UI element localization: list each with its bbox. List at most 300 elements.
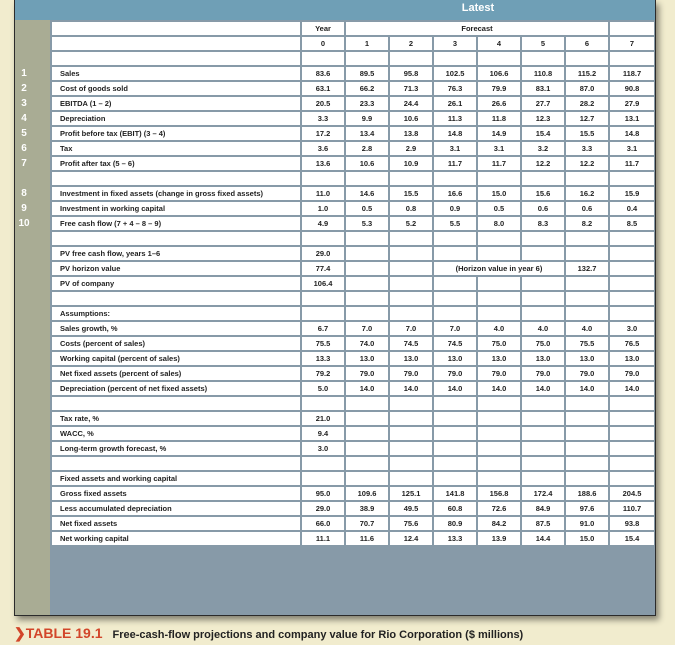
cell-value: 0.9	[433, 201, 477, 216]
cell-value	[389, 411, 433, 426]
year-2: 2	[389, 36, 433, 51]
cell-value: 14.6	[345, 186, 389, 201]
cell-value: 20.5	[301, 96, 345, 111]
row-label: Profit after tax (5 – 6)	[51, 156, 301, 171]
cell-value: 13.0	[521, 351, 565, 366]
cell-value	[389, 471, 433, 486]
cell-value: 13.0	[609, 351, 655, 366]
row-label: Less accumulated depreciation	[51, 501, 301, 516]
cell-value	[609, 171, 655, 186]
spacer-row	[51, 456, 655, 471]
cell-value	[345, 231, 389, 246]
cash-flow-table	[50, 20, 656, 547]
cell-value	[477, 426, 521, 441]
row-label: Fixed assets and working capital	[51, 471, 301, 486]
cell-value: 90.8	[609, 81, 655, 96]
cell-value: 115.2	[565, 66, 609, 81]
cell-value: 0.6	[521, 201, 565, 216]
cell-value: 10.6	[345, 156, 389, 171]
cell-value	[301, 471, 345, 486]
cell-value: 2.9	[389, 141, 433, 156]
cell-value: 75.5	[301, 336, 345, 351]
cell-value: 12.7	[565, 111, 609, 126]
cell-value: 13.3	[433, 531, 477, 546]
cell-value: 21.0	[301, 411, 345, 426]
cell-value: 84.9	[521, 501, 565, 516]
cell-value: 26.6	[477, 96, 521, 111]
cell-value: 79.0	[389, 366, 433, 381]
cell-value: 1.0	[301, 201, 345, 216]
cell-value	[477, 291, 521, 306]
row-label: PV horizon value	[51, 261, 301, 276]
cell-value: 11.8	[477, 111, 521, 126]
row-number: 9	[21, 203, 27, 214]
cell-value	[521, 246, 565, 261]
row-label	[51, 291, 301, 306]
cell-value: 74.0	[345, 336, 389, 351]
cell-value	[609, 291, 655, 306]
cell-value: 89.5	[345, 66, 389, 81]
cell-value: 14.0	[389, 381, 433, 396]
cell-value: 125.1	[389, 486, 433, 501]
cell-value	[389, 276, 433, 291]
cell-value: 3.3	[301, 111, 345, 126]
cell-value: 15.5	[389, 186, 433, 201]
cell-value: 118.7	[609, 66, 655, 81]
header-row-years	[51, 36, 655, 51]
table-row	[51, 381, 655, 396]
cell-value: 15.0	[477, 186, 521, 201]
table-row	[51, 411, 655, 426]
cell-value: 11.0	[301, 186, 345, 201]
cell-value: 75.5	[565, 336, 609, 351]
cell-value	[521, 171, 565, 186]
cell-value: 16.2	[565, 186, 609, 201]
cell-value: 13.1	[609, 111, 655, 126]
cell-value	[521, 231, 565, 246]
spacer-row	[51, 231, 655, 246]
row-number: 3	[21, 98, 27, 109]
year-6: 6	[565, 36, 609, 51]
row-label: Free cash flow (7 + 4 – 8 – 9)	[51, 216, 301, 231]
cell-value	[301, 396, 345, 411]
cell-value: 7.0	[345, 321, 389, 336]
cell-value: 12.3	[521, 111, 565, 126]
cell-value	[301, 456, 345, 471]
cell-value: 5.3	[345, 216, 389, 231]
cell-value: 38.9	[345, 501, 389, 516]
cell-value	[477, 441, 521, 456]
cell-value: 6.7	[301, 321, 345, 336]
cell-value: 5.0	[301, 381, 345, 396]
header-blank-end	[609, 21, 655, 36]
blank-cell	[345, 51, 389, 66]
cell-value: 12.2	[565, 156, 609, 171]
row-label: Profit before tax (EBIT) (3 – 4)	[51, 126, 301, 141]
header-row-labels	[51, 21, 655, 36]
cell-value: 14.4	[521, 531, 565, 546]
table-row	[51, 321, 655, 336]
cell-value	[565, 276, 609, 291]
cell-value: 13.4	[345, 126, 389, 141]
cell-value	[521, 411, 565, 426]
cell-value	[565, 171, 609, 186]
cell-value	[477, 411, 521, 426]
cell-value: 12.2	[521, 156, 565, 171]
row-label: Depreciation (percent of net fixed assets)	[51, 381, 301, 396]
cell-value	[609, 396, 655, 411]
cell-value: 156.8	[477, 486, 521, 501]
cell-value: 3.0	[609, 321, 655, 336]
cell-value	[565, 426, 609, 441]
cell-value: 8.5	[609, 216, 655, 231]
row-label: Net working capital	[51, 531, 301, 546]
cell-value	[609, 261, 655, 276]
cell-value	[433, 231, 477, 246]
table-row	[51, 306, 655, 321]
table-row	[51, 156, 655, 171]
cell-value: 13.6	[301, 156, 345, 171]
row-label: Sales	[51, 66, 301, 81]
cell-value	[345, 426, 389, 441]
table-row	[51, 246, 655, 261]
cell-value: 4.0	[477, 321, 521, 336]
spacer-row	[51, 171, 655, 186]
cell-value	[521, 471, 565, 486]
cell-value	[345, 171, 389, 186]
cell-value: 3.0	[301, 441, 345, 456]
cell-value: 14.0	[521, 381, 565, 396]
cell-value: 71.3	[389, 81, 433, 96]
blank-cell	[521, 51, 565, 66]
blank-cell	[433, 51, 477, 66]
cell-value: 79.2	[301, 366, 345, 381]
cell-value: 7.0	[433, 321, 477, 336]
cell-value: 15.6	[521, 186, 565, 201]
cell-value: 79.0	[477, 366, 521, 381]
cell-value: 93.8	[609, 516, 655, 531]
cell-value: 7.0	[389, 321, 433, 336]
cell-value	[301, 291, 345, 306]
cell-value	[389, 231, 433, 246]
cell-value: 5.2	[389, 216, 433, 231]
table-row	[51, 126, 655, 141]
cell-value: 79.0	[565, 366, 609, 381]
cell-value: 29.0	[301, 501, 345, 516]
cell-value: 27.9	[609, 96, 655, 111]
horizon-value: 132.7	[565, 261, 609, 276]
cell-value: 95.0	[301, 486, 345, 501]
cell-value: 8.2	[565, 216, 609, 231]
year-1: 1	[345, 36, 389, 51]
latest-label: Latest	[461, 2, 495, 14]
cell-value: 60.8	[433, 501, 477, 516]
row-number: 2	[21, 83, 27, 94]
table-row	[51, 531, 655, 546]
cell-value	[565, 396, 609, 411]
cell-value: 87.5	[521, 516, 565, 531]
row-label: Tax	[51, 141, 301, 156]
table-row	[51, 366, 655, 381]
cell-value: 63.1	[301, 81, 345, 96]
cell-value: 110.7	[609, 501, 655, 516]
cell-value: 14.0	[477, 381, 521, 396]
cell-value: 0.5	[345, 201, 389, 216]
cell-value: 4.0	[521, 321, 565, 336]
row-number: 7	[21, 158, 27, 169]
row-label: Costs (percent of sales)	[51, 336, 301, 351]
cell-value: 17.2	[301, 126, 345, 141]
cell-value: 5.5	[433, 216, 477, 231]
row-label: EBITDA (1 – 2)	[51, 96, 301, 111]
caption-tag: TABLE 19.1	[25, 625, 103, 641]
cell-value: 3.2	[521, 141, 565, 156]
header-bar	[15, 0, 655, 20]
cell-value	[521, 306, 565, 321]
cell-value: 74.5	[433, 336, 477, 351]
table-row	[51, 516, 655, 531]
cell-value	[565, 246, 609, 261]
forecast-header: Forecast	[345, 21, 609, 36]
row-label: Working capital (percent of sales)	[51, 351, 301, 366]
cell-value	[477, 171, 521, 186]
cell-value: 11.1	[301, 531, 345, 546]
cell-value: 9.4	[301, 426, 345, 441]
cell-value: 13.3	[301, 351, 345, 366]
row-label: Assumptions:	[51, 306, 301, 321]
row-label: Cost of goods sold	[51, 81, 301, 96]
cell-value	[565, 291, 609, 306]
cell-value: 15.9	[609, 186, 655, 201]
cell-value: 95.8	[389, 66, 433, 81]
cell-value: 84.2	[477, 516, 521, 531]
table-caption	[14, 625, 674, 642]
cell-value	[609, 426, 655, 441]
row-label: Depreciation	[51, 111, 301, 126]
blank-cell	[301, 51, 345, 66]
cell-value: 11.7	[433, 156, 477, 171]
table-row	[51, 81, 655, 96]
cell-value: 74.5	[389, 336, 433, 351]
cell-value: 24.4	[389, 96, 433, 111]
row-label: PV free cash flow, years 1–6	[51, 246, 301, 261]
cell-value: 72.6	[477, 501, 521, 516]
cell-value: 2.8	[345, 141, 389, 156]
cell-value	[477, 306, 521, 321]
cell-value: 9.9	[345, 111, 389, 126]
cell-value: 66.2	[345, 81, 389, 96]
cell-value: 83.1	[521, 81, 565, 96]
cell-value: 172.4	[521, 486, 565, 501]
cell-value	[565, 471, 609, 486]
cell-value: 79.0	[521, 366, 565, 381]
cell-value	[477, 276, 521, 291]
cell-value	[477, 246, 521, 261]
cell-value: 83.6	[301, 66, 345, 81]
cell-value: 75.6	[389, 516, 433, 531]
cell-value: 106.6	[477, 66, 521, 81]
cell-value	[301, 171, 345, 186]
cell-value: 11.6	[345, 531, 389, 546]
cell-value: 4.9	[301, 216, 345, 231]
cell-value: 3.6	[301, 141, 345, 156]
cell-value: 15.4	[609, 531, 655, 546]
year-7: 7	[609, 36, 655, 51]
cell-value: 75.0	[521, 336, 565, 351]
cell-value: 29.0	[301, 246, 345, 261]
cell-value: 13.9	[477, 531, 521, 546]
cell-value: 102.5	[433, 66, 477, 81]
cell-value: 87.0	[565, 81, 609, 96]
cell-value: 141.8	[433, 486, 477, 501]
cell-value	[521, 426, 565, 441]
cell-value	[609, 471, 655, 486]
caption-chevron-icon: ❯	[14, 625, 26, 641]
cell-value: 76.3	[433, 81, 477, 96]
table-row	[51, 261, 655, 276]
cell-value	[345, 396, 389, 411]
row-label: Gross fixed assets	[51, 486, 301, 501]
table-row	[51, 486, 655, 501]
cell-value: 11.3	[433, 111, 477, 126]
cell-value: 0.8	[389, 201, 433, 216]
cell-value: 75.0	[477, 336, 521, 351]
cell-value	[345, 441, 389, 456]
cell-value: 27.7	[521, 96, 565, 111]
cell-value	[345, 306, 389, 321]
cell-value	[433, 411, 477, 426]
table-row	[51, 351, 655, 366]
cell-value	[609, 441, 655, 456]
cell-value: 0.4	[609, 201, 655, 216]
cell-value: 13.0	[565, 351, 609, 366]
cell-value: 110.8	[521, 66, 565, 81]
cell-value	[609, 456, 655, 471]
cell-value	[433, 306, 477, 321]
cell-value: 3.3	[565, 141, 609, 156]
cell-value: 91.0	[565, 516, 609, 531]
cell-value: 11.7	[477, 156, 521, 171]
cell-value: 13.0	[433, 351, 477, 366]
cell-value	[389, 306, 433, 321]
cell-value	[433, 396, 477, 411]
header-blank	[51, 36, 301, 51]
spacer-row	[51, 396, 655, 411]
cell-value	[521, 276, 565, 291]
table-row	[51, 426, 655, 441]
cell-value	[565, 306, 609, 321]
cell-value: 76.5	[609, 336, 655, 351]
year-header: Year	[301, 21, 345, 36]
row-number: 10	[18, 218, 30, 229]
cell-value: 14.0	[345, 381, 389, 396]
table-row	[51, 441, 655, 456]
cell-value: 10.9	[389, 156, 433, 171]
row-label: Net fixed assets (percent of sales)	[51, 366, 301, 381]
cell-value	[433, 456, 477, 471]
table-row	[51, 276, 655, 291]
cell-value	[389, 426, 433, 441]
cell-value	[521, 291, 565, 306]
cell-value	[609, 411, 655, 426]
header-blank	[51, 21, 301, 36]
cell-value: 97.6	[565, 501, 609, 516]
row-label: Long-term growth forecast, %	[51, 441, 301, 456]
cell-value: 14.0	[433, 381, 477, 396]
cell-value: 8.3	[521, 216, 565, 231]
cell-value: 188.6	[565, 486, 609, 501]
row-label: PV of company	[51, 276, 301, 291]
cell-value	[389, 441, 433, 456]
cell-value	[565, 441, 609, 456]
cell-value	[389, 261, 433, 276]
cell-value	[345, 261, 389, 276]
cell-value: 15.0	[565, 531, 609, 546]
cell-value: 8.0	[477, 216, 521, 231]
cell-value: 13.0	[389, 351, 433, 366]
blank-cell	[477, 51, 521, 66]
row-label: Investment in fixed assets (change in gross fixed assets)	[51, 186, 301, 201]
row-label	[51, 396, 301, 411]
cell-value: 4.0	[565, 321, 609, 336]
cell-value	[433, 426, 477, 441]
cell-value	[609, 276, 655, 291]
spacer-row	[51, 51, 655, 66]
table-frame	[14, 0, 656, 616]
cell-value: 12.4	[389, 531, 433, 546]
table-row	[51, 216, 655, 231]
table-row	[51, 66, 655, 81]
table-row	[51, 201, 655, 216]
row-label	[51, 456, 301, 471]
cell-value	[389, 246, 433, 261]
cell-value	[433, 246, 477, 261]
cell-value	[389, 291, 433, 306]
cell-value	[609, 231, 655, 246]
cell-value: 16.6	[433, 186, 477, 201]
row-label: Tax rate, %	[51, 411, 301, 426]
row-number: 8	[21, 188, 27, 199]
table-row	[51, 336, 655, 351]
cell-value: 66.0	[301, 516, 345, 531]
cell-value	[477, 396, 521, 411]
spacer-row	[51, 291, 655, 306]
cell-value	[433, 276, 477, 291]
cell-value	[301, 306, 345, 321]
cell-value: 13.8	[389, 126, 433, 141]
cell-value: 3.1	[477, 141, 521, 156]
cell-value: 15.5	[565, 126, 609, 141]
cell-value	[565, 411, 609, 426]
year-0: 0	[301, 36, 345, 51]
blank-cell	[565, 51, 609, 66]
cell-value: 10.6	[389, 111, 433, 126]
cell-value: 79.9	[477, 81, 521, 96]
row-label: Net fixed assets	[51, 516, 301, 531]
cell-value: 0.5	[477, 201, 521, 216]
horizon-note: (Horizon value in year 6)	[433, 261, 565, 276]
table-row	[51, 471, 655, 486]
cell-value	[301, 231, 345, 246]
blank-cell	[389, 51, 433, 66]
row-label: WACC, %	[51, 426, 301, 441]
cell-value: 23.3	[345, 96, 389, 111]
cell-value	[345, 276, 389, 291]
cell-value: 14.9	[477, 126, 521, 141]
caption-text: Free-cash-flow projections and company value for Rio Corporation ($ millions)	[112, 629, 524, 641]
cell-value: 109.6	[345, 486, 389, 501]
cell-value	[477, 456, 521, 471]
